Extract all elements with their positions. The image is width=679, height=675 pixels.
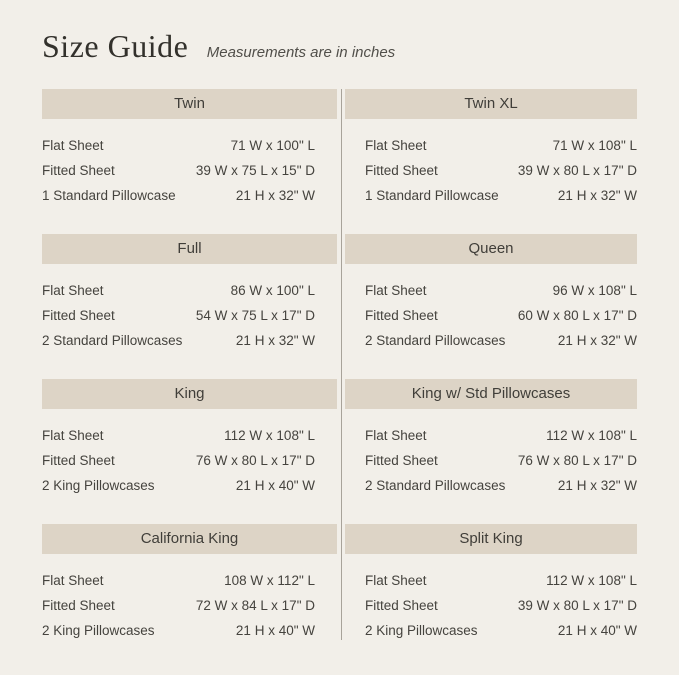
spec-row	[365, 183, 637, 208]
spec-value: 108 W x 112" L	[224, 573, 315, 588]
size-section-king-std-pillowcases	[345, 379, 637, 498]
spec-value: 112 W x 108" L	[224, 428, 315, 443]
size-section-split-king	[345, 524, 637, 643]
spec-value: 21 H x 40" W	[235, 623, 315, 638]
spec-label: 2 King Pillowcases	[42, 478, 155, 493]
spec-row	[365, 423, 637, 448]
size-section-twin	[42, 89, 337, 208]
spec-row	[365, 158, 637, 183]
spec-row	[365, 278, 637, 303]
spec-label: Flat Sheet	[42, 283, 104, 298]
spec-value: 60 W x 80 L x 17" D	[517, 308, 637, 323]
spec-label: Flat Sheet	[365, 283, 427, 298]
page-subtitle: Measurements are in inches	[206, 44, 396, 61]
size-grid	[42, 89, 637, 669]
spec-value: 21 H x 32" W	[557, 478, 637, 493]
spec-rows	[345, 278, 637, 353]
spec-label: 2 King Pillowcases	[42, 623, 155, 638]
spec-label: Flat Sheet	[365, 573, 427, 588]
section-header	[42, 89, 337, 119]
size-section-king	[42, 379, 337, 498]
spec-label: Fitted Sheet	[365, 598, 438, 613]
section-title: Twin	[174, 95, 205, 112]
spec-label: Fitted Sheet	[365, 163, 438, 178]
section-header	[345, 234, 637, 264]
spec-label: 1 Standard Pillowcase	[365, 188, 499, 203]
spec-rows	[345, 423, 637, 498]
spec-value: 96 W x 108" L	[552, 283, 637, 298]
section-title: King w/ Std Pillowcases	[411, 385, 571, 402]
spec-label: Flat Sheet	[42, 138, 104, 153]
spec-value: 21 H x 32" W	[235, 188, 315, 203]
spec-value: 71 W x 100" L	[230, 138, 315, 153]
spec-row	[365, 133, 637, 158]
spec-value: 39 W x 75 L x 15" D	[195, 163, 315, 178]
spec-rows	[42, 568, 337, 643]
spec-row	[365, 618, 637, 643]
size-section-twin-xl	[345, 89, 637, 208]
spec-row	[42, 303, 315, 328]
spec-row	[365, 328, 637, 353]
spec-row	[365, 303, 637, 328]
spec-rows	[345, 133, 637, 208]
spec-value: 39 W x 80 L x 17" D	[517, 163, 637, 178]
spec-row	[42, 133, 315, 158]
spec-value: 71 W x 108" L	[552, 138, 637, 153]
spec-label: 2 Standard Pillowcases	[42, 333, 183, 348]
section-header	[345, 524, 637, 554]
section-header	[42, 524, 337, 554]
spec-value: 21 H x 32" W	[557, 333, 637, 348]
size-section-queen	[345, 234, 637, 353]
spec-rows	[345, 568, 637, 643]
section-title: King	[174, 385, 205, 402]
spec-label: Fitted Sheet	[42, 453, 115, 468]
section-header	[42, 379, 337, 409]
size-section-california-king	[42, 524, 337, 643]
size-section-full	[42, 234, 337, 353]
spec-value: 86 W x 100" L	[230, 283, 315, 298]
spec-row	[365, 593, 637, 618]
section-title: Twin XL	[464, 95, 518, 112]
spec-rows	[42, 133, 337, 208]
spec-value: 21 H x 40" W	[235, 478, 315, 493]
section-header	[345, 89, 637, 119]
spec-value: 76 W x 80 L x 17" D	[195, 453, 315, 468]
spec-rows	[42, 278, 337, 353]
spec-row	[42, 448, 315, 473]
spec-row	[42, 473, 315, 498]
spec-label: 2 Standard Pillowcases	[365, 478, 506, 493]
spec-value: 76 W x 80 L x 17" D	[517, 453, 637, 468]
spec-value: 39 W x 80 L x 17" D	[517, 598, 637, 613]
spec-rows	[42, 423, 337, 498]
spec-row	[42, 423, 315, 448]
section-header	[345, 379, 637, 409]
spec-value: 21 H x 32" W	[557, 188, 637, 203]
spec-value: 54 W x 75 L x 17" D	[195, 308, 315, 323]
spec-label: 2 Standard Pillowcases	[365, 333, 506, 348]
spec-label: Fitted Sheet	[42, 598, 115, 613]
spec-label: Fitted Sheet	[42, 163, 115, 178]
spec-label: 2 King Pillowcases	[365, 623, 478, 638]
spec-label: Flat Sheet	[365, 428, 427, 443]
section-title: Full	[177, 240, 202, 257]
spec-row	[42, 158, 315, 183]
section-title: Queen	[468, 240, 514, 257]
masthead	[42, 28, 637, 66]
page-title: Size Guide	[42, 28, 189, 64]
spec-label: 1 Standard Pillowcase	[42, 188, 176, 203]
spec-row	[42, 183, 315, 208]
spec-row	[42, 568, 315, 593]
spec-label: Fitted Sheet	[42, 308, 115, 323]
spec-label: Flat Sheet	[42, 573, 104, 588]
spec-label: Fitted Sheet	[365, 308, 438, 323]
spec-value: 112 W x 108" L	[546, 573, 637, 588]
spec-row	[42, 593, 315, 618]
spec-label: Fitted Sheet	[365, 453, 438, 468]
spec-label: Flat Sheet	[42, 428, 104, 443]
spec-value: 72 W x 84 L x 17" D	[195, 598, 315, 613]
spec-value: 21 H x 40" W	[557, 623, 637, 638]
section-title: Split King	[459, 530, 523, 547]
spec-row	[365, 473, 637, 498]
spec-row	[365, 448, 637, 473]
section-header	[42, 234, 337, 264]
spec-row	[42, 328, 315, 353]
spec-row	[42, 278, 315, 303]
spec-label: Flat Sheet	[365, 138, 427, 153]
section-title: California King	[140, 530, 239, 547]
spec-value: 112 W x 108" L	[546, 428, 637, 443]
spec-row	[42, 618, 315, 643]
column-divider	[341, 89, 342, 640]
spec-row	[365, 568, 637, 593]
spec-value: 21 H x 32" W	[235, 333, 315, 348]
